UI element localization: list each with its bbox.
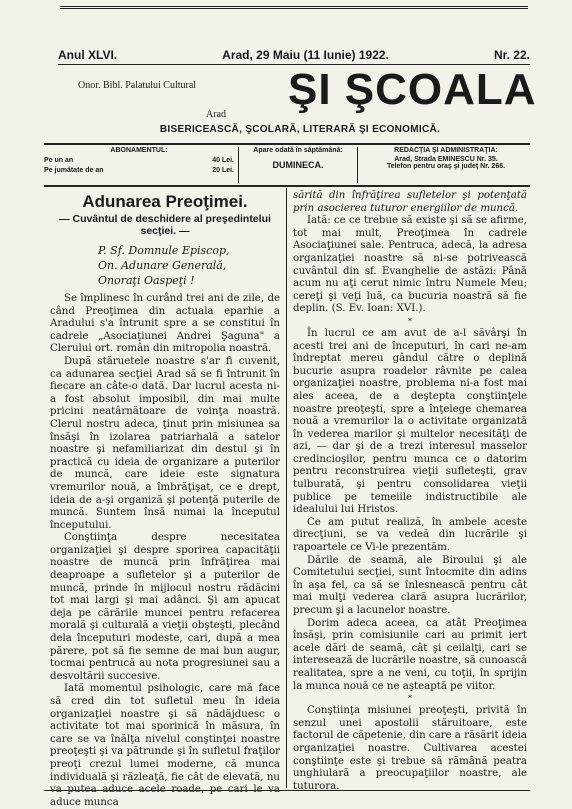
frequency-value: DUMINECA.	[272, 160, 324, 170]
price-half-value: 20 Lei.	[212, 167, 234, 174]
top-border	[60, 6, 528, 9]
paragraph: Iată momentul psihologic, care mă face să cred din tot sufletul meu în ideia organizaţiei noastre şi să nădăjduesc o activitate tot mai sporinică în măsura, în care se va înălţa nivelul conştinţei noastre preoţeşti şi va pătrunde şi în sufletul fraţilor preoţi crezul lumei moderne, că munca individuală şi răzleaţă, fie cât de elevată, nu va putea aduce acele roade, pe cari le va aduce munca	[50, 683, 280, 808]
paragraph: Iată: ce ce trebue să existe şi să se afirme, tot mai mult, Preoţimea în cadrele Asociaţiunei sale. Pentruca, adecă, la adresa organizaţiei noastre să ni-se potrivească cuvântul din sf. Evanghelie de astăzi: Până acum nu aţi cerut nimic întru Numele Meu; cereţi şi veţi luă, ca bucuria noastră să fie deplin. (S. Ev. Ioan: XVI.).	[293, 215, 527, 315]
paragraph: Se împlinesc în curând trei ani de zile, de când Preoţimea din actuala eparhie a Aradului s'a întrunit spre a se constitui în cadrele „Asociaţiunei Andrei Şaguna" a Clerului ort. român din mitropolia noastră.	[50, 293, 280, 355]
price-half-row	[44, 166, 234, 176]
article-title: Adunarea Preoţimei.	[82, 192, 248, 211]
salutation	[50, 243, 280, 288]
section-separator: *	[408, 694, 412, 704]
paragraph: Ce am putut realiză, în ambele aceste direcţiuni, se va vedeă din lucrările şi rapoartele ce Vi-le prezentăm.	[293, 516, 527, 554]
header-row	[58, 48, 530, 62]
section-separator: *	[408, 316, 412, 326]
price-year-row	[44, 156, 234, 166]
right-column	[293, 190, 527, 793]
article-subtitle: — Cuvântul de deschidere al preşedintelui secţiei. —	[59, 213, 271, 237]
library-stamp-line1: Onor. Bibl. Palatului Cultural	[78, 80, 197, 91]
subscription-box	[44, 147, 239, 183]
issue-number: Nr. 22.	[493, 48, 530, 62]
left-column	[50, 190, 280, 809]
column-separator	[286, 188, 287, 788]
masthead-title: ŞI ŞCOALA	[288, 65, 537, 114]
issue-date: Arad, 29 Maiu (11 Iunie) 1922.	[222, 48, 389, 62]
library-stamp-line2: Arad	[206, 109, 226, 120]
masthead-subtitle: BISERICEASCĂ, ŞCOLARĂ, LITERARĂ ŞI ECONOMICĂ.	[159, 124, 441, 135]
subscription-title: ABONAMENTUL:	[110, 147, 168, 154]
paragraph: Conştiinţa despre necesitatea organizaţiei şi despre sporirea capacităţii noastre de muncă prin înfrăţirea mai deaproape a sufletelor şi a puterilor de muncă, prinde în mijlocul nostru rădăcini tot mai largi şi mai adânci. Şi am apucat deja pe cărările muncei pentru refacerea morală şi culturală a vieţii obşteşti, plecând dela începuturi modeste, cari, după a mea părere, pot să fie semne de mai bun augur, tocmai pentrucă au nota progresiunei sau a desvoltării succesive.	[50, 532, 280, 682]
frequency-label: Apare odată în săptămână:	[253, 147, 343, 154]
price-year-value: 40 Lei.	[212, 157, 234, 164]
paragraph: Conştiinţa misiunei preoţeşti, privită în senzul unei apostolii stăruitoare, este factorul de căpetenie, din care a răsărit ideia organizaţiei noastre. Cultivarea acestei conştiinţe este şi trebue să rămână peatra unghiulară a preocupaţiilor noastre, ale tuturora.	[293, 705, 527, 792]
office-phone: Telefon pentru oraş şi judeţ Nr. 266.	[386, 163, 506, 170]
price-half-label: Pe jumătate de an	[44, 167, 104, 174]
info-top-rule	[44, 143, 530, 145]
salutation-line: P. Sf. Domnule Episcop,	[98, 244, 230, 257]
paragraph: În lucrul ce am avut de a-l săvârşi în acesti trei ani de începuturi, în cari ne-am îndreptat mereu gândul către o deplină bucurie asupra roadelor râvnite pe calea organizaţiei noastre, problema ni-a fost mai ales aceea, de a deştepta conştiinţele noastre preoţeşti, spre a înţelege chemarea nouă a vremurilor la o activitate organizată în vederea marilor şi multelor necesităţi de azi, — dar şi de a trezi interesul masselor credincioşilor, pentru munca ce o datorim pentru reconstruirea vieţii sufleteşti, grav tulburată, şi pentru consolidarea vieţii publice pe temeiile indistructibile ale idealului lui Hristos.	[293, 327, 527, 516]
price-year-label: Pe un an	[44, 157, 74, 164]
bottom-border	[44, 790, 530, 791]
paragraph: După stăruetele noastre s'ar fi cuvenit, ca adunarea secţiei Arad să se fi întrunit în fiecare an câte-o dată. Dar lucrul acesta ni-a fost absolut imposibil, din mai multe pricini neatârnătoare de voinţa noastră. Clerul nostru adeca, ţinut prin misiunea sa însăşi în izolarea patriarhală a satelor noastre şi nefamiliarizat din destul şi în practică cu ideia de organizare a puterilor de muncă, care ideie este signatura vremurilor nouă, a îmbrăţişat, ce e drept, ideia de a-şi organiză şi potenţă puterile de muncă. Suntem însă numai la începutul începutului.	[50, 355, 280, 531]
frequency-box	[239, 147, 358, 183]
office-box	[358, 147, 530, 183]
volume-year: Anul XLVI.	[58, 48, 118, 62]
office-address: Arad, Strada EMINESCU Nr. 35.	[394, 156, 498, 163]
paragraph: Dorim adeca aceea, ca atât Preoţimea însăşi, prin comisiunile cari au primit iert acele dări de seamă, cât şi ceilalţi, cari se interesează de lucrările noastre, să cunoască realitatea, spre a ne veni, cu toţii, în sprijin la munca nouă ce ne aşteaptă pe viitor.	[293, 617, 527, 692]
salutation-line: On. Adunare Generală,	[98, 259, 227, 272]
info-box	[44, 147, 530, 183]
paragraph: sărită din înfrăţirea sufletelor şi potenţată prin asocierea tuturor energiilor de muncă.	[293, 190, 527, 214]
info-bottom-rule	[44, 185, 530, 187]
paragraph: Dările de seamă, ale Biroului şi ale Comitetului secţiei, sunt întocmite din adins în aşa fel, ca să se înlesnească pentru cât mai mulţi vederea clară asupra lucrărilor, precum şi a lacunelor noastre.	[293, 554, 527, 616]
salutation-line: Onoraţi Oaspeţi !	[98, 274, 195, 287]
office-title: REDACŢIA ŞI ADMINISTRAŢIA:	[394, 147, 498, 154]
